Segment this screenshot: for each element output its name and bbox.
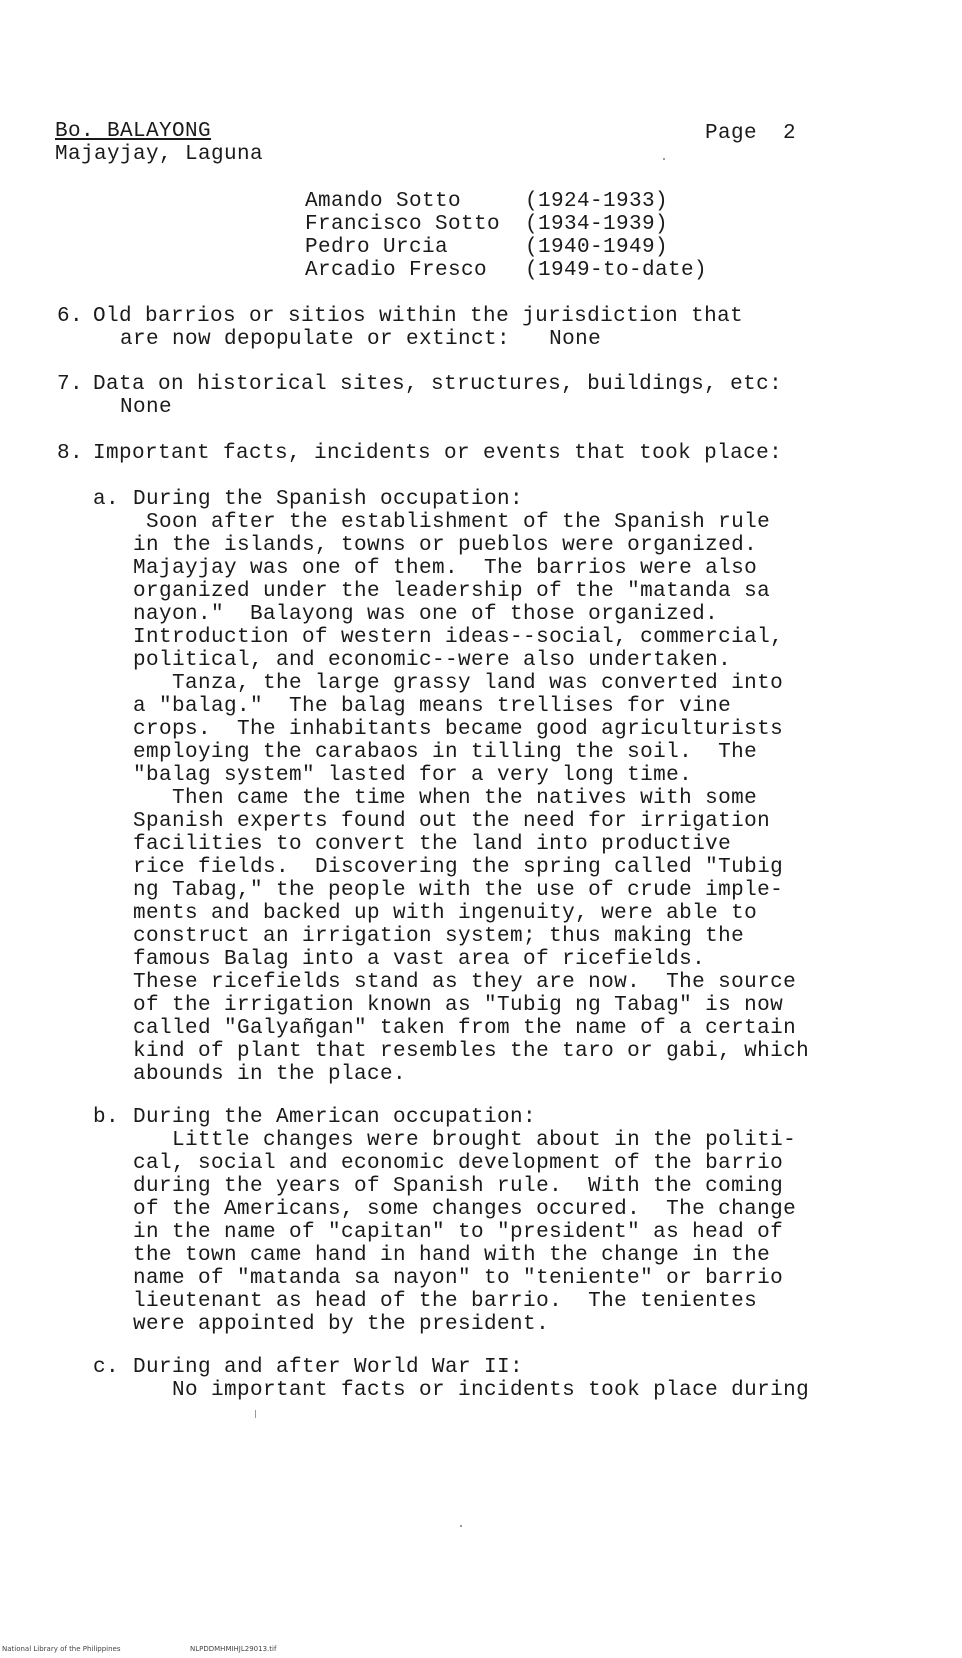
section-b-heading: During the American occupation:: [133, 1106, 537, 1129]
section-c-label: c.: [93, 1356, 120, 1379]
town-name: Majayjay, Laguna: [55, 143, 264, 166]
paragraph-line: political, and economic--were also undertaken.: [133, 649, 732, 672]
paragraph-line: Majayjay was one of them. The barrios were also: [133, 557, 758, 580]
page-number: Page 2: [705, 122, 797, 145]
teniente-years: (1949-to-date): [525, 259, 708, 282]
item-6-number: 6.: [57, 305, 84, 328]
footer-filename: NLPDDMHMIHJL29013.tif: [190, 1645, 277, 1653]
teniente-years: (1940-1949): [525, 236, 669, 259]
paragraph-line: construct an irrigation system; thus making the: [133, 925, 745, 948]
teniente-name: Amando Sotto: [305, 190, 462, 213]
paragraph-line: during the years of Spanish rule. With the coming: [133, 1175, 784, 1198]
paragraph-line: Tanza, the large grassy land was converted into: [133, 672, 784, 695]
footer-library: National Library of the Philippines: [2, 1645, 121, 1653]
paragraph-line: No important facts or incidents took place during: [133, 1379, 810, 1402]
paragraph-line: "balag system" lasted for a very long time.: [133, 764, 693, 787]
scan-speck: [460, 1525, 462, 1527]
item-7-number: 7.: [57, 373, 84, 396]
section-a-heading: During the Spanish occupation:: [133, 488, 524, 511]
paragraph-line: Then came the time when the natives with some: [133, 787, 758, 810]
paragraph-line: of the Americans, some changes occured. The change: [133, 1198, 797, 1221]
paragraph-line: kind of plant that resembles the taro or gabi, which: [133, 1040, 810, 1063]
teniente-name: Francisco Sotto: [305, 213, 501, 236]
paragraph-line: crops. The inhabitants became good agriculturists: [133, 718, 784, 741]
barrio-name: Bo. BALAYONG: [55, 120, 212, 143]
teniente-name: Pedro Urcia: [305, 236, 449, 259]
item-6-answer: are now depopulate or extinct: None: [120, 328, 602, 351]
teniente-name: Arcadio Fresco: [305, 259, 488, 282]
paragraph-line: abounds in the place.: [133, 1063, 407, 1086]
section-c-heading: During and after World War II:: [133, 1356, 524, 1379]
scan-speck: [255, 1410, 256, 1418]
paragraph-line: Little changes were brought about in the politi-: [133, 1129, 797, 1152]
scan-speck: [663, 158, 665, 160]
paragraph-line: These ricefields stand as they are now. The source: [133, 971, 797, 994]
item-6-text: Old barrios or sitios within the jurisdiction that: [93, 305, 744, 328]
paragraph-line: nayon." Balayong was one of those organized.: [133, 603, 719, 626]
item-7-text: Data on historical sites, structures, buildings, etc:: [93, 373, 783, 396]
paragraph-line: in the islands, towns or pueblos were organized.: [133, 534, 758, 557]
paragraph-line: were appointed by the president.: [133, 1313, 550, 1336]
paragraph-line: name of "matanda sa nayon" to "teniente" or barrio: [133, 1267, 784, 1290]
paragraph-line: called "Galyañgan" taken from the name of a certain: [133, 1017, 797, 1040]
paragraph-line: a "balag." The balag means trellises for vine: [133, 695, 732, 718]
paragraph-line: the town came hand in hand with the change in the: [133, 1244, 771, 1267]
item-7-answer: None: [120, 396, 173, 419]
paragraph-line: organized under the leadership of the "matanda sa: [133, 580, 771, 603]
paragraph-line: ng Tabag," the people with the use of crude imple-: [133, 879, 784, 902]
section-a-label: a.: [93, 488, 120, 511]
paragraph-line: employing the carabaos in tilling the soil. The: [133, 741, 758, 764]
item-8-text: Important facts, incidents or events that took place:: [93, 442, 783, 465]
item-8-number: 8.: [57, 442, 84, 465]
paragraph-line: facilities to convert the land into productive: [133, 833, 732, 856]
paragraph-line: famous Balag into a vast area of ricefields.: [133, 948, 706, 971]
teniente-years: (1934-1939): [525, 213, 669, 236]
section-b-label: b.: [93, 1106, 120, 1129]
paragraph-line: Spanish experts found out the need for irrigation: [133, 810, 771, 833]
teniente-years: (1924-1933): [525, 190, 669, 213]
paragraph-line: in the name of "capitan" to "president" as head of: [133, 1221, 784, 1244]
paragraph-line: rice fields. Discovering the spring called "Tubig: [133, 856, 784, 879]
paragraph-line: lieutenant as head of the barrio. The tenientes: [133, 1290, 758, 1313]
paragraph-line: Soon after the establishment of the Spanish rule: [133, 511, 771, 534]
paragraph-line: ments and backed up with ingenuity, were able to: [133, 902, 758, 925]
paragraph-line: cal, social and economic development of the barrio: [133, 1152, 784, 1175]
paragraph-line: of the irrigation known as "Tubig ng Tabag" is now: [133, 994, 784, 1017]
paragraph-line: Introduction of western ideas--social, commercial,: [133, 626, 784, 649]
